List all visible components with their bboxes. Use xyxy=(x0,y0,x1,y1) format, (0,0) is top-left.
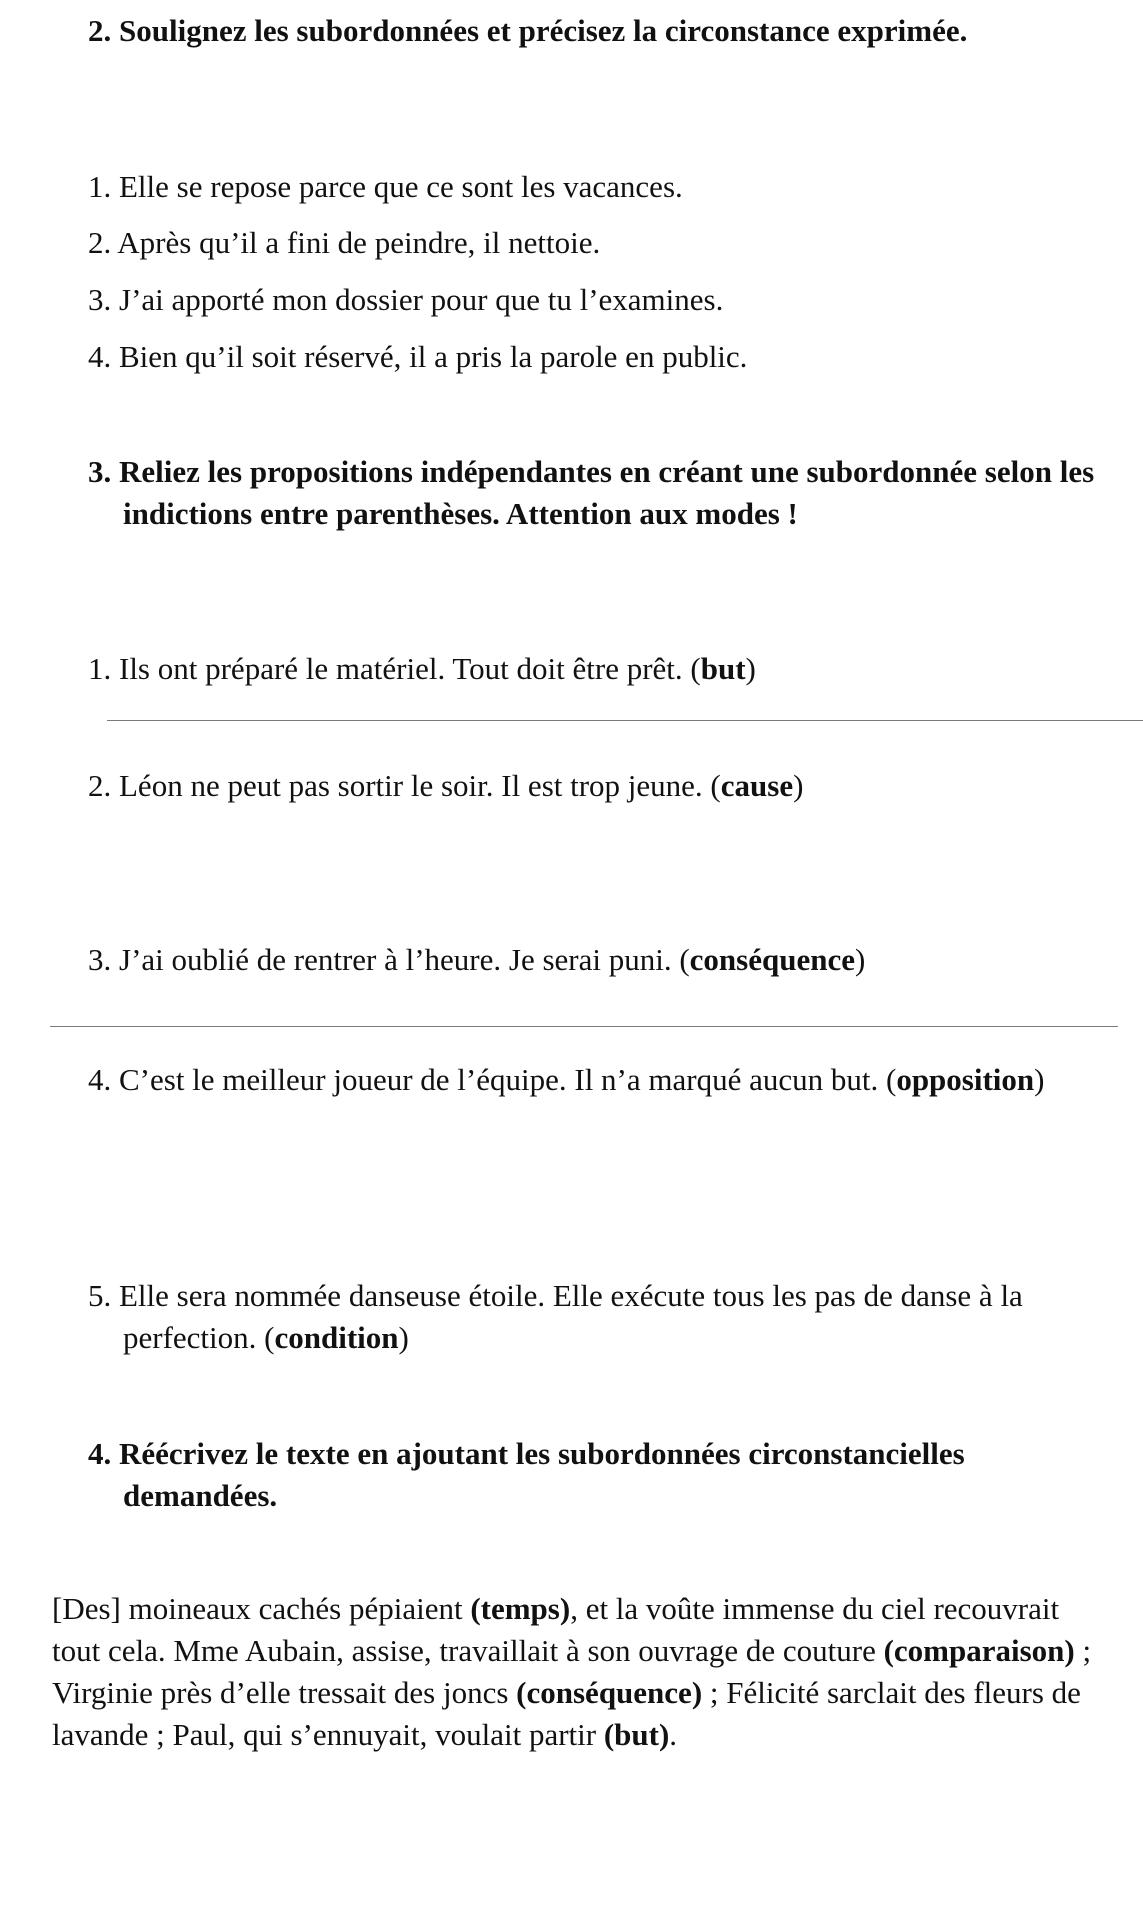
item-close: ) xyxy=(1034,1062,1045,1097)
circumstance-tag: (comparaison) xyxy=(883,1633,1075,1668)
item-close: ) xyxy=(745,651,756,686)
item-text: 2. Léon ne peut pas sortir le soir. Il est trop jeune. ( xyxy=(88,768,721,803)
exercise-4-text xyxy=(52,1588,1092,1756)
exercise-3-heading: 3. Reliez les propositions indépendantes en créant une subordonnée selon les indictions entre parenthèses. Attention aux modes ! xyxy=(88,454,1095,531)
exercise-3-item-2 xyxy=(88,765,803,807)
item-text: 5. Elle sera nommée danseuse étoile. Elle exécute tous les pas de danse à la perfection. ( xyxy=(88,1278,1023,1355)
answer-line-1[interactable] xyxy=(107,720,1143,721)
item-close: ) xyxy=(855,942,866,977)
item-text: 1. Ils ont préparé le matériel. Tout doit être prêt. ( xyxy=(88,651,701,686)
circumstance-tag: but xyxy=(700,651,746,686)
exercise-2-item-4: 4. Bien qu’il soit réservé, il a pris la parole en public. xyxy=(88,339,748,374)
exercise-2-item-3: 3. J’ai apporté mon dossier pour que tu l’examines. xyxy=(88,282,724,317)
exercise-3-item-4 xyxy=(88,1059,1053,1101)
item-text: 4. C’est le meilleur joueur de l’équipe. Il n’a marqué aucun but. ( xyxy=(88,1062,897,1097)
text-part: ; Félicité sarclait des fleurs de lavande ; Paul, qui s’ennuyait, voulait partir xyxy=(52,1675,1081,1752)
exercise-3-item-1 xyxy=(88,648,756,690)
exercise-2-item-1: 1. Elle se repose parce que ce sont les vacances. xyxy=(88,169,683,204)
circumstance-tag: (conséquence) xyxy=(516,1675,703,1710)
answer-line-3[interactable] xyxy=(50,1026,1118,1027)
exercise-4-heading: 4. Réécrivez le texte en ajoutant les subordonnées circonstancielles demandées. xyxy=(88,1436,965,1513)
text-part: . xyxy=(669,1717,678,1752)
item-close: ) xyxy=(793,768,804,803)
circumstance-tag: cause xyxy=(720,768,794,803)
text-part: , et la voûte immense du ciel recouvrait tout cela. Mme Aubain, assise, travaillait à son ouvrage de couture xyxy=(52,1591,1060,1668)
exercise-2-heading: 2. Soulignez les subordonnées et précisez la circonstance exprimée. xyxy=(88,13,968,48)
circumstance-tag: condition xyxy=(274,1320,399,1355)
circumstance-tag: opposition xyxy=(896,1062,1035,1097)
text-part: [Des] moineaux cachés pépiaient xyxy=(52,1591,471,1626)
circumstance-tag: (but) xyxy=(603,1717,670,1752)
text-part: ; Virginie près d’elle tressait des joncs xyxy=(52,1633,1092,1710)
item-text: 3. J’ai oublié de rentrer à l’heure. Je serai puni. ( xyxy=(88,942,690,977)
exercise-3-item-3 xyxy=(88,939,865,981)
exercise-3-item-5 xyxy=(88,1275,1083,1359)
circumstance-tag: (temps) xyxy=(470,1591,571,1626)
circumstance-tag: conséquence xyxy=(689,942,855,977)
exercise-2-item-2: 2. Après qu’il a fini de peindre, il nettoie. xyxy=(88,225,601,260)
item-close: ) xyxy=(398,1320,409,1355)
